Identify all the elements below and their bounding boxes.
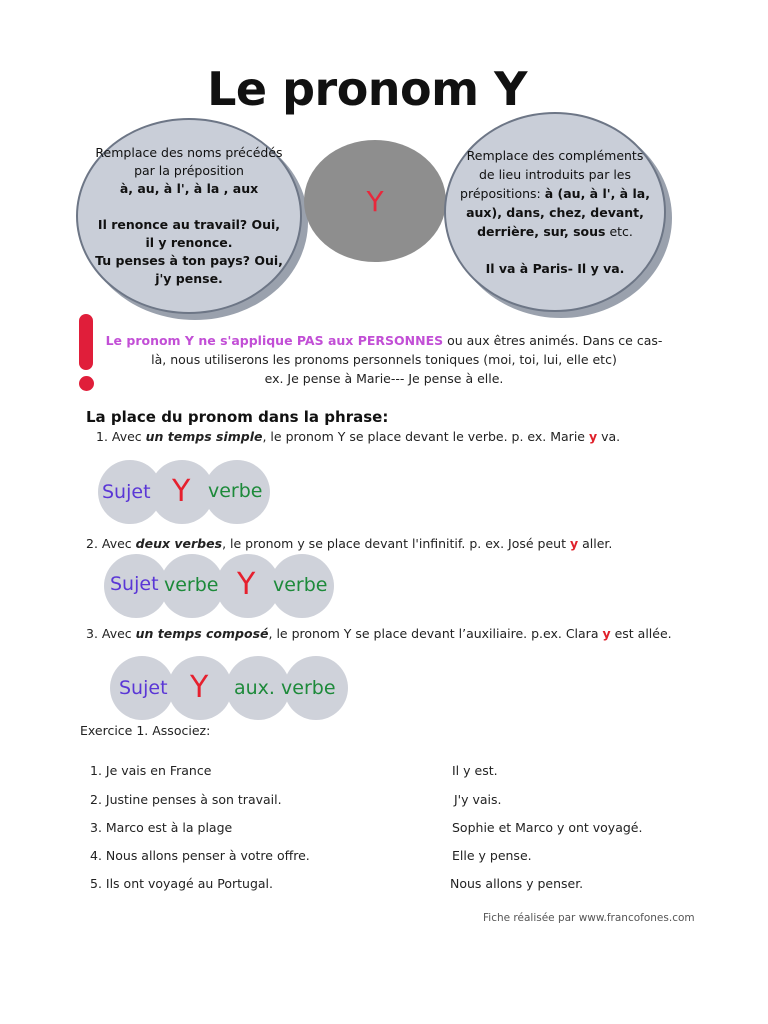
rule-3-bold: un temps composé [135, 626, 269, 641]
diagram-verbe: verbe [208, 480, 263, 502]
right-bubble-example: Il va à Paris- Il y va. [485, 261, 625, 276]
rule-2-suffix: aller. [578, 536, 613, 551]
rule-2-y: y [569, 536, 579, 551]
center-y-letter: Y [366, 184, 384, 218]
right-bubble-text: Remplace des compléments de lieu introduits par les prépositions: [460, 148, 644, 201]
rule-3-middle: , le pronom Y se place devant l’auxiliaire. p.ex. Clara [268, 626, 603, 641]
diagram-verbe: verbe [164, 574, 219, 596]
diagram-aux-verbe: aux. verbe [234, 677, 336, 699]
rule-2 [86, 536, 612, 551]
exercise-left-item: 5. Ils ont voyagé au Portugal. [90, 876, 273, 891]
left-bubble-example-1: Il renonce au travail? Oui, il y renonce. [97, 217, 281, 250]
section-title: La place du pronom dans la phrase: [86, 408, 389, 426]
diagram-sujet: Sujet [102, 481, 151, 503]
right-definition-bubble [444, 112, 666, 312]
rule-3 [86, 626, 672, 641]
note-example: ex. Je pense à Marie--- Je pense à elle. [264, 371, 504, 386]
page-title: Le pronom Y [207, 62, 527, 116]
diagram-two-verbs [104, 554, 336, 618]
rule-3-y: y [602, 626, 611, 641]
credit-footer: Fiche réalisée par www.francofones.com [483, 912, 695, 924]
persons-warning-note [104, 331, 664, 388]
exercise-right-item: Elle y pense. [452, 848, 532, 863]
left-bubble-example-2: Tu penses à ton pays? Oui, j'y pense. [95, 253, 283, 286]
rule-1-prefix: 1. Avec [96, 429, 146, 444]
rule-1 [96, 429, 620, 444]
rule-3-prefix: 3. Avec [86, 626, 136, 641]
exercise-right-item: Sophie et Marco y ont voyagé. [452, 820, 643, 835]
exclamation-dot-icon [79, 376, 94, 391]
right-bubble-tail: etc. [605, 224, 633, 239]
rule-1-y: y [588, 429, 598, 444]
center-y-circle [304, 140, 446, 262]
exercise-right-item: Il y est. [452, 763, 498, 778]
rule-3-suffix: est allée. [610, 626, 672, 641]
note-text: ou aux êtres animés. Dans ce cas-là, nous utiliserons les pronoms personnels toniques (moi, toi, lui, elle etc) [151, 333, 663, 367]
rule-1-middle: , le pronom Y se place devant le verbe. p. ex. Marie [262, 429, 589, 444]
exercise-right-item: J'y vais. [454, 792, 502, 807]
exclamation-icon [79, 314, 93, 370]
rule-2-middle: , le pronom y se place devant l'infinitif. p. ex. José peut [222, 536, 570, 551]
exercise-title: Exercice 1. Associez: [80, 723, 211, 738]
rule-1-suffix: va. [597, 429, 621, 444]
diagram-verbe-2: verbe [273, 574, 328, 596]
left-bubble-text: Remplace des noms précédés par la préposition [95, 145, 283, 178]
note-highlight: Le pronom Y ne s'applique PAS aux PERSONNES [105, 333, 444, 348]
exercise-left-item: 1. Je vais en France [90, 763, 212, 778]
rule-2-bold: deux verbes [135, 536, 223, 551]
exercise-right-item: Nous allons y penser. [450, 876, 584, 891]
exercise-left-item: 3. Marco est à la plage [90, 820, 233, 835]
diagram-sujet: Sujet [110, 573, 159, 595]
rule-1-bold: un temps simple [145, 429, 263, 444]
rule-2-prefix: 2. Avec [86, 536, 136, 551]
diagram-y: Y [190, 670, 209, 705]
diagram-simple [98, 460, 273, 524]
left-bubble-prepositions: à, au, à l', à la , aux [119, 181, 259, 196]
diagram-y: Y [172, 474, 191, 509]
diagram-y: Y [237, 567, 256, 602]
right-bubble-prepositions: à (au, à l', à la, aux), dans, chez, devant, derrière, sur, sous [466, 186, 650, 239]
diagram-sujet: Sujet [119, 677, 168, 699]
exercise-left-item: 4. Nous allons penser à votre offre. [90, 848, 310, 863]
left-definition-bubble [76, 118, 302, 314]
diagram-compound [110, 656, 350, 720]
exercise-left-item: 2. Justine penses à son travail. [90, 792, 282, 807]
